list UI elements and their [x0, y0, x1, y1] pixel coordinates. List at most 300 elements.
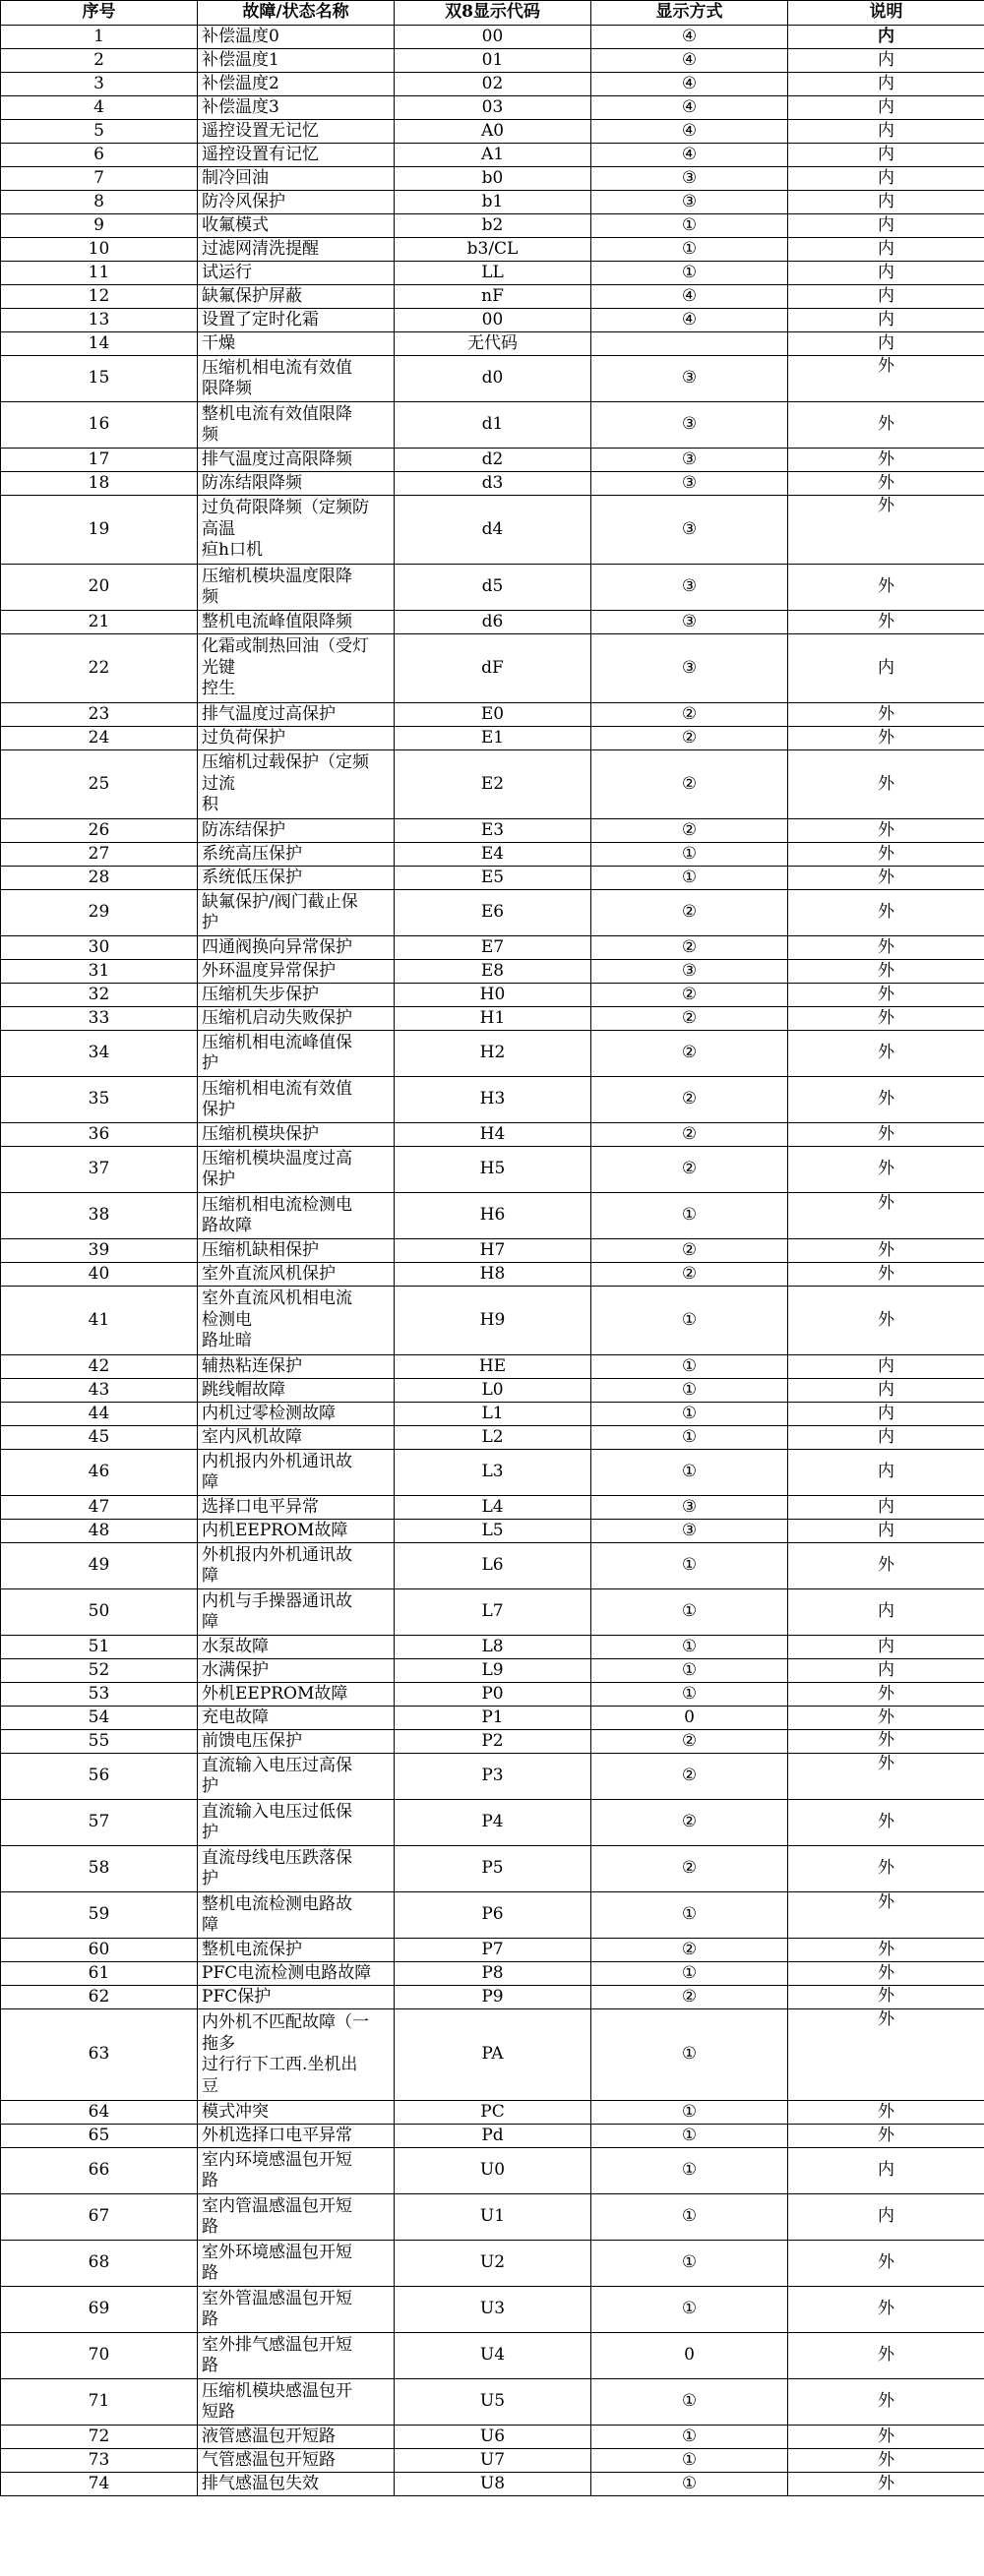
table-row: [1, 1636, 984, 1659]
table-row: [1, 1543, 984, 1589]
row-index: 61: [1, 1962, 198, 1986]
row-note: 内: [788, 120, 984, 144]
row-display-mode: [591, 332, 788, 356]
row-display-code: L9: [395, 1659, 591, 1683]
row-display-mode: ④: [591, 73, 788, 96]
table-row: [1, 819, 984, 843]
table-row: [1, 1683, 984, 1707]
row-display-code: 02: [395, 73, 591, 96]
row-note: 内: [788, 26, 984, 49]
row-display-code: P6: [395, 1892, 591, 1939]
row-display-mode: ②: [591, 1007, 788, 1031]
row-display-code: PC: [395, 2101, 591, 2125]
row-display-mode: ②: [591, 750, 788, 819]
row-display-code: A1: [395, 144, 591, 167]
row-index: 70: [1, 2333, 198, 2379]
row-index: 14: [1, 332, 198, 356]
row-note: 内: [788, 96, 984, 120]
row-note: 外: [788, 936, 984, 960]
row-note: 外: [788, 449, 984, 472]
row-display-mode: ②: [591, 1031, 788, 1077]
row-display-code: U6: [395, 2426, 591, 2449]
row-display-mode: ①: [591, 2426, 788, 2449]
row-display-mode: ④: [591, 309, 788, 332]
row-index: 65: [1, 2125, 198, 2148]
table-row: [1, 1239, 984, 1263]
row-fault-name: 内机EEPROM故障: [198, 1520, 395, 1543]
table-row: [1, 2241, 984, 2287]
row-index: 68: [1, 2241, 198, 2287]
row-index: 7: [1, 167, 198, 191]
row-display-code: P3: [395, 1754, 591, 1800]
row-fault-name: 室内环境感温包开短 路: [198, 2148, 395, 2194]
row-display-mode: ④: [591, 144, 788, 167]
row-index: 18: [1, 472, 198, 496]
row-index: 22: [1, 634, 198, 703]
row-index: 43: [1, 1379, 198, 1403]
table-row: [1, 214, 984, 238]
row-fault-name: 外机EEPROM故障: [198, 1683, 395, 1707]
row-display-code: 无代码: [395, 332, 591, 356]
row-index: 74: [1, 2473, 198, 2496]
row-fault-name: 补偿温度0: [198, 26, 395, 49]
row-display-code: P1: [395, 1707, 591, 1730]
row-display-mode: ①: [591, 1636, 788, 1659]
row-note: 外: [788, 1007, 984, 1031]
row-display-mode: ①: [591, 1543, 788, 1589]
row-fault-name: 四通阀换向异常保护: [198, 936, 395, 960]
row-note: 外: [788, 1263, 984, 1287]
row-note: 内: [788, 214, 984, 238]
row-display-mode: ①: [591, 867, 788, 890]
row-display-mode: ①: [591, 2009, 788, 2101]
row-index: 71: [1, 2379, 198, 2426]
row-fault-name: 缺氟保护/阀门截止保 护: [198, 890, 395, 936]
row-display-mode: ③: [591, 449, 788, 472]
table-row: [1, 1379, 984, 1403]
row-display-mode: ②: [591, 1754, 788, 1800]
row-index: 26: [1, 819, 198, 843]
header-note: 说明: [788, 1, 984, 26]
row-index: 57: [1, 1800, 198, 1846]
row-display-code: d6: [395, 611, 591, 634]
row-fault-name: 充电故障: [198, 1707, 395, 1730]
row-display-mode: ②: [591, 703, 788, 727]
row-index: 48: [1, 1520, 198, 1543]
row-display-mode: ①: [591, 1962, 788, 1986]
row-note: 外: [788, 890, 984, 936]
table-row: [1, 1659, 984, 1683]
row-note: 外: [788, 356, 984, 402]
table-row: [1, 611, 984, 634]
table-row: [1, 634, 984, 703]
row-note: 外: [788, 1239, 984, 1263]
row-display-mode: ③: [591, 565, 788, 611]
table-row: [1, 2194, 984, 2241]
row-fault-name: 直流输入电压过高保 护: [198, 1754, 395, 1800]
row-note: 内: [788, 144, 984, 167]
row-index: 73: [1, 2449, 198, 2473]
row-display-mode: ②: [591, 1077, 788, 1123]
table-body: [1, 26, 984, 2496]
row-index: 36: [1, 1123, 198, 1147]
table-row: [1, 167, 984, 191]
table-row: [1, 1287, 984, 1355]
row-display-mode: ②: [591, 1263, 788, 1287]
row-display-mode: ③: [591, 634, 788, 703]
table-row: [1, 309, 984, 332]
row-display-mode: ②: [591, 984, 788, 1007]
table-row: [1, 1077, 984, 1123]
row-display-mode: ②: [591, 819, 788, 843]
row-display-mode: 0: [591, 2333, 788, 2379]
row-display-code: E7: [395, 936, 591, 960]
row-display-code: HE: [395, 1355, 591, 1379]
row-fault-name: PFC电流检测电路故障: [198, 1962, 395, 1986]
row-note: 内: [788, 73, 984, 96]
row-fault-name: 补偿温度3: [198, 96, 395, 120]
row-fault-name: 过滤网清洗提醒: [198, 238, 395, 262]
row-index: 27: [1, 843, 198, 867]
row-fault-name: 缺氟保护屏蔽: [198, 285, 395, 309]
row-fault-name: 遥控设置无记忆: [198, 120, 395, 144]
row-fault-name: 压缩机相电流峰值保 护: [198, 1031, 395, 1077]
row-note: 外: [788, 2125, 984, 2148]
table-row: [1, 26, 984, 49]
table-row: [1, 332, 984, 356]
row-fault-name: 选择口电平异常: [198, 1496, 395, 1520]
table-row: [1, 1426, 984, 1450]
row-fault-name: 排气温度过高保护: [198, 703, 395, 727]
row-note: 内: [788, 332, 984, 356]
row-note: 外: [788, 1031, 984, 1077]
row-note: 外: [788, 1892, 984, 1939]
table-row: [1, 2101, 984, 2125]
table-row: [1, 1589, 984, 1636]
table-row: [1, 2473, 984, 2496]
table-row: [1, 936, 984, 960]
table-row: [1, 1962, 984, 1986]
row-index: 33: [1, 1007, 198, 1031]
row-index: 55: [1, 1730, 198, 1754]
row-display-mode: ①: [591, 1379, 788, 1403]
row-fault-name: 补偿温度2: [198, 73, 395, 96]
row-note: 内: [788, 1426, 984, 1450]
header-display-mode: 显示方式: [591, 1, 788, 26]
table-row: [1, 144, 984, 167]
row-fault-name: 室内风机故障: [198, 1426, 395, 1450]
row-display-code: PA: [395, 2009, 591, 2101]
row-note: 外: [788, 1986, 984, 2009]
table-row: [1, 1007, 984, 1031]
row-display-code: L3: [395, 1450, 591, 1496]
row-display-code: P9: [395, 1986, 591, 2009]
row-index: 6: [1, 144, 198, 167]
row-display-mode: ②: [591, 1730, 788, 1754]
row-fault-name: 防冷风保护: [198, 191, 395, 214]
table-row: [1, 1355, 984, 1379]
table-row: [1, 1520, 984, 1543]
row-note: 外: [788, 2287, 984, 2333]
row-display-mode: ①: [591, 2379, 788, 2426]
row-display-code: dF: [395, 634, 591, 703]
row-note: 外: [788, 1800, 984, 1846]
table-row: [1, 2125, 984, 2148]
row-display-code: E8: [395, 960, 591, 984]
table-row: [1, 1403, 984, 1426]
row-note: 外: [788, 1287, 984, 1355]
row-display-code: d4: [395, 496, 591, 565]
row-display-mode: ③: [591, 1520, 788, 1543]
row-display-mode: ②: [591, 1846, 788, 1892]
row-display-code: E3: [395, 819, 591, 843]
row-display-mode: ③: [591, 960, 788, 984]
table-row: [1, 449, 984, 472]
row-fault-name: 过负荷限降频（定频防 高温 疸h口机: [198, 496, 395, 565]
row-index: 13: [1, 309, 198, 332]
row-note: 外: [788, 402, 984, 449]
row-note: 外: [788, 2379, 984, 2426]
row-display-mode: ③: [591, 402, 788, 449]
row-index: 28: [1, 867, 198, 890]
row-note: 外: [788, 843, 984, 867]
row-fault-name: 室内管温感温包开短 路: [198, 2194, 395, 2241]
row-note: 外: [788, 1707, 984, 1730]
row-fault-name: 干燥: [198, 332, 395, 356]
row-note: 外: [788, 727, 984, 750]
row-note: 外: [788, 611, 984, 634]
row-display-mode: ①: [591, 2125, 788, 2148]
row-fault-name: 整机电流有效值限降 频: [198, 402, 395, 449]
table-row: [1, 727, 984, 750]
row-display-mode: ①: [591, 1403, 788, 1426]
row-note: 外: [788, 2241, 984, 2287]
row-index: 63: [1, 2009, 198, 2101]
table-row: [1, 191, 984, 214]
row-fault-name: 排气感温包失效: [198, 2473, 395, 2496]
row-display-mode: ①: [591, 238, 788, 262]
row-index: 32: [1, 984, 198, 1007]
row-display-mode: ①: [591, 262, 788, 285]
row-note: 内: [788, 1659, 984, 1683]
row-display-mode: ①: [591, 1589, 788, 1636]
row-display-code: U8: [395, 2473, 591, 2496]
row-fault-name: 压缩机相电流有效值 限降频: [198, 356, 395, 402]
row-display-mode: ①: [591, 214, 788, 238]
table-row: [1, 96, 984, 120]
row-index: 25: [1, 750, 198, 819]
row-index: 41: [1, 1287, 198, 1355]
row-display-code: H6: [395, 1193, 591, 1239]
row-index: 50: [1, 1589, 198, 1636]
table-row: [1, 2449, 984, 2473]
row-note: 内: [788, 262, 984, 285]
row-index: 44: [1, 1403, 198, 1426]
row-note: 内: [788, 1589, 984, 1636]
row-display-mode: ③: [591, 1496, 788, 1520]
table-row: [1, 1031, 984, 1077]
row-display-code: E1: [395, 727, 591, 750]
row-index: 4: [1, 96, 198, 120]
row-display-mode: ④: [591, 49, 788, 73]
row-display-mode: ①: [591, 2287, 788, 2333]
row-fault-name: 直流输入电压过低保 护: [198, 1800, 395, 1846]
row-note: 内: [788, 167, 984, 191]
row-display-code: U4: [395, 2333, 591, 2379]
row-index: 69: [1, 2287, 198, 2333]
row-note: 外: [788, 960, 984, 984]
row-display-code: E5: [395, 867, 591, 890]
row-note: 外: [788, 1193, 984, 1239]
table-row: [1, 1800, 984, 1846]
row-display-mode: ①: [591, 2101, 788, 2125]
row-note: 内: [788, 1379, 984, 1403]
row-fault-name: 压缩机启动失败保护: [198, 1007, 395, 1031]
row-display-mode: ②: [591, 1123, 788, 1147]
row-note: 外: [788, 2473, 984, 2496]
row-index: 66: [1, 2148, 198, 2194]
row-fault-name: 室外环境感温包开短 路: [198, 2241, 395, 2287]
row-display-mode: ④: [591, 285, 788, 309]
row-display-code: b0: [395, 167, 591, 191]
row-index: 64: [1, 2101, 198, 2125]
row-display-mode: 0: [591, 1707, 788, 1730]
row-display-mode: ②: [591, 1147, 788, 1193]
row-note: 内: [788, 49, 984, 73]
row-fault-name: 模式冲突: [198, 2101, 395, 2125]
row-display-code: 00: [395, 309, 591, 332]
row-note: 外: [788, 1123, 984, 1147]
row-fault-name: 压缩机相电流有效值 保护: [198, 1077, 395, 1123]
row-note: 外: [788, 1147, 984, 1193]
row-fault-name: 防冻结保护: [198, 819, 395, 843]
row-note: 内: [788, 2148, 984, 2194]
row-display-mode: ①: [591, 2473, 788, 2496]
row-index: 9: [1, 214, 198, 238]
row-display-mode: ②: [591, 727, 788, 750]
table-row: [1, 1939, 984, 1962]
row-display-code: H7: [395, 1239, 591, 1263]
row-fault-name: 室外直流风机相电流 检测电 路址暗: [198, 1287, 395, 1355]
table-row: [1, 1263, 984, 1287]
row-note: 外: [788, 1962, 984, 1986]
row-note: 外: [788, 1754, 984, 1800]
row-index: 20: [1, 565, 198, 611]
row-display-mode: ①: [591, 2241, 788, 2287]
row-display-code: U1: [395, 2194, 591, 2241]
row-display-mode: ③: [591, 472, 788, 496]
table-row: [1, 1986, 984, 2009]
row-display-code: b2: [395, 214, 591, 238]
row-display-mode: ①: [591, 1426, 788, 1450]
row-display-code: L4: [395, 1496, 591, 1520]
row-index: 58: [1, 1846, 198, 1892]
row-display-mode: ②: [591, 890, 788, 936]
row-fault-name: 内机报内外机通讯故 障: [198, 1450, 395, 1496]
table-row: [1, 703, 984, 727]
row-display-code: L7: [395, 1589, 591, 1636]
table-row: [1, 1496, 984, 1520]
row-display-code: H9: [395, 1287, 591, 1355]
row-note: 内: [788, 1520, 984, 1543]
row-fault-name: 过负荷保护: [198, 727, 395, 750]
row-note: 内: [788, 309, 984, 332]
table-header-row: [1, 1, 984, 26]
row-display-mode: ①: [591, 2194, 788, 2241]
row-fault-name: 压缩机过载保护（定频 过流 积: [198, 750, 395, 819]
row-fault-name: 压缩机失步保护: [198, 984, 395, 1007]
row-display-code: H4: [395, 1123, 591, 1147]
row-display-mode: ①: [591, 1683, 788, 1707]
row-display-mode: ①: [591, 1659, 788, 1683]
row-note: 外: [788, 1543, 984, 1589]
row-display-mode: ③: [591, 356, 788, 402]
row-display-code: E4: [395, 843, 591, 867]
table-row: [1, 2426, 984, 2449]
row-display-code: U5: [395, 2379, 591, 2426]
row-display-code: d0: [395, 356, 591, 402]
row-display-code: Pd: [395, 2125, 591, 2148]
row-index: 31: [1, 960, 198, 984]
table-row: [1, 2333, 984, 2379]
row-note: 外: [788, 1939, 984, 1962]
row-display-mode: ③: [591, 611, 788, 634]
table-row: [1, 1450, 984, 1496]
row-fault-name: 内机过零检测故障: [198, 1403, 395, 1426]
row-display-code: H8: [395, 1263, 591, 1287]
row-display-code: d5: [395, 565, 591, 611]
row-fault-name: 化霜或制热回油（受灯 光键 控生: [198, 634, 395, 703]
row-display-code: H1: [395, 1007, 591, 1031]
table-row: [1, 285, 984, 309]
row-display-code: b1: [395, 191, 591, 214]
row-fault-name: 压缩机模块温度过高 保护: [198, 1147, 395, 1193]
table-row: [1, 472, 984, 496]
row-fault-name: 整机电流保护: [198, 1939, 395, 1962]
row-note: 外: [788, 2333, 984, 2379]
row-fault-name: 水满保护: [198, 1659, 395, 1683]
table-row: [1, 238, 984, 262]
row-index: 11: [1, 262, 198, 285]
row-display-code: E0: [395, 703, 591, 727]
row-fault-name: 系统低压保护: [198, 867, 395, 890]
row-index: 47: [1, 1496, 198, 1520]
row-fault-name: 内机与手操器通讯故 障: [198, 1589, 395, 1636]
row-display-mode: ④: [591, 26, 788, 49]
row-note: 外: [788, 1730, 984, 1754]
table-row: [1, 402, 984, 449]
row-display-mode: ①: [591, 2148, 788, 2194]
table-row: [1, 2287, 984, 2333]
row-display-code: b3/CL: [395, 238, 591, 262]
row-display-code: P5: [395, 1846, 591, 1892]
row-note: 外: [788, 703, 984, 727]
row-index: 29: [1, 890, 198, 936]
table-row: [1, 1846, 984, 1892]
row-display-code: P2: [395, 1730, 591, 1754]
row-display-code: L2: [395, 1426, 591, 1450]
row-display-mode: ①: [591, 843, 788, 867]
row-fault-name: 系统高压保护: [198, 843, 395, 867]
table-row: [1, 1892, 984, 1939]
row-display-code: U7: [395, 2449, 591, 2473]
row-index: 34: [1, 1031, 198, 1077]
row-index: 23: [1, 703, 198, 727]
row-index: 15: [1, 356, 198, 402]
table-row: [1, 2009, 984, 2101]
row-display-mode: ①: [591, 2449, 788, 2473]
row-display-mode: ④: [591, 120, 788, 144]
